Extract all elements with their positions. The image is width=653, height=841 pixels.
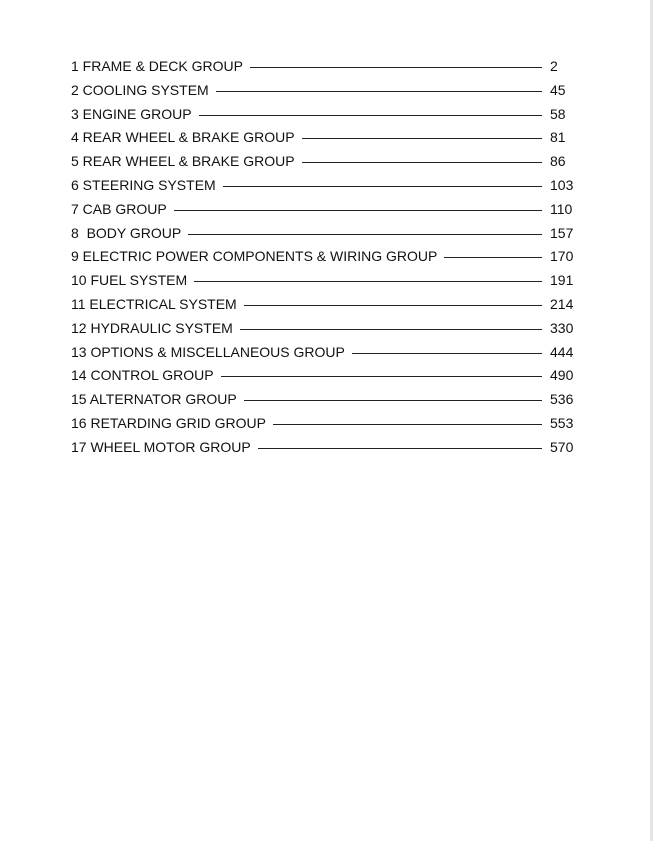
toc-leader-line (244, 305, 542, 306)
toc-entry-title: 5 REAR WHEEL & BRAKE GROUP (71, 153, 295, 170)
toc-entry-page-number: 86 (550, 153, 566, 170)
toc-entry[interactable] (71, 320, 574, 344)
table-of-contents (71, 58, 574, 463)
toc-entry-page-number: 191 (550, 272, 574, 289)
toc-leader-line (216, 91, 542, 92)
toc-leader-line (221, 376, 542, 377)
toc-leader-line (244, 400, 542, 401)
toc-entry-title: 3 ENGINE GROUP (71, 105, 192, 122)
toc-leader-line (302, 162, 542, 163)
toc-entry-page-number: 110 (550, 200, 573, 217)
toc-entry[interactable] (71, 272, 574, 296)
toc-entry-title: 1 FRAME & DECK GROUP (71, 58, 243, 74)
toc-leader-line (258, 448, 542, 449)
toc-leader-line (302, 138, 542, 139)
toc-entry-page-number: 157 (550, 224, 574, 241)
toc-entry-page-number: 444 (550, 343, 574, 360)
toc-entry-title: 8 BODY GROUP (71, 224, 182, 241)
toc-leader-line (273, 424, 542, 425)
toc-leader-line (352, 353, 542, 354)
toc-entry-title: 13 OPTIONS & MISCELLANEOUS GROUP (71, 343, 345, 360)
toc-entry-page-number: 570 (550, 438, 574, 455)
toc-entry[interactable] (71, 177, 574, 201)
toc-entry[interactable] (71, 344, 574, 368)
toc-entry[interactable] (71, 225, 574, 249)
toc-entry-page-number: 330 (550, 319, 574, 336)
toc-entry[interactable] (71, 106, 574, 130)
toc-leader-line (240, 329, 542, 330)
toc-leader-line (174, 210, 542, 211)
toc-entry-title: 15 ALTERNATOR GROUP (71, 391, 237, 408)
toc-entry-title: 6 STEERING SYSTEM (71, 176, 216, 193)
toc-leader-line (188, 234, 542, 235)
toc-entry[interactable] (71, 82, 574, 106)
toc-leader-line (223, 186, 542, 187)
toc-entry-title: 7 CAB GROUP (71, 200, 167, 217)
toc-entry[interactable] (71, 153, 574, 177)
toc-entry-title: 17 WHEEL MOTOR GROUP (71, 438, 251, 455)
toc-leader-line (199, 115, 542, 116)
toc-leader-line (250, 67, 542, 68)
toc-entry[interactable] (71, 58, 574, 82)
toc-entry[interactable] (71, 415, 574, 439)
toc-entry[interactable] (71, 367, 574, 391)
toc-entry[interactable] (71, 391, 574, 415)
toc-entry-page-number: 214 (550, 295, 574, 312)
toc-entry-page-number: 58 (550, 105, 566, 122)
toc-entry[interactable] (71, 248, 574, 272)
toc-entry[interactable] (71, 296, 574, 320)
toc-entry-title: 2 COOLING SYSTEM (71, 81, 209, 98)
toc-entry-title: 12 HYDRAULIC SYSTEM (71, 319, 233, 336)
toc-leader-line (444, 257, 542, 258)
toc-entry-page-number: 45 (550, 81, 566, 98)
toc-entry-page-number: 490 (550, 367, 574, 384)
toc-entry-title: 11 ELECTRICAL SYSTEM (71, 295, 237, 312)
toc-entry-page-number: 103 (550, 176, 574, 193)
toc-entry-page-number: 170 (550, 248, 574, 265)
toc-entry[interactable] (71, 129, 574, 153)
toc-leader-line (194, 281, 542, 282)
toc-entry-title: 14 CONTROL GROUP (71, 367, 214, 384)
toc-entry-title: 16 RETARDING GRID GROUP (71, 414, 266, 431)
toc-entry-title: 9 ELECTRIC POWER COMPONENTS & WIRING GROUP (71, 248, 438, 265)
toc-entry[interactable] (71, 201, 574, 225)
toc-entry-page-number: 2 (550, 58, 558, 74)
toc-entry-page-number: 81 (550, 129, 566, 146)
toc-entry-title: 10 FUEL SYSTEM (71, 272, 188, 289)
toc-entry-page-number: 553 (550, 414, 574, 431)
toc-entry[interactable] (71, 439, 574, 463)
toc-entry-page-number: 536 (550, 391, 574, 408)
toc-entry-title: 4 REAR WHEEL & BRAKE GROUP (71, 129, 295, 146)
